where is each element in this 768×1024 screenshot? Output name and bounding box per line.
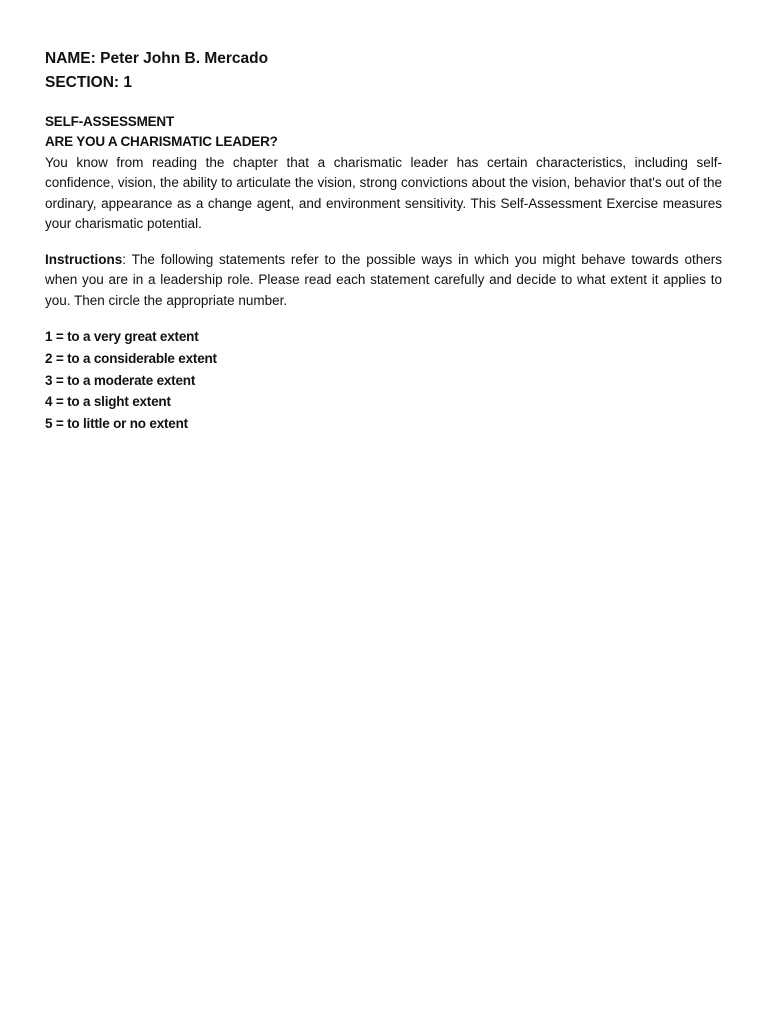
student-name: NAME: Peter John B. Mercado bbox=[45, 50, 269, 67]
title-block bbox=[45, 112, 722, 152]
scale-item-5: 5 = to little or no extent bbox=[45, 416, 188, 432]
assessment-title: ARE YOU A CHARISMATIC LEADER? bbox=[45, 134, 278, 149]
instructions-text: : The following statements refer to the possible ways in which you might behave towards others when you are in a leadership role. Please read each statement carefully and decide to what extent it applies to you. Then circle the appropriate number. bbox=[45, 252, 722, 308]
section-number: SECTION: 1 bbox=[45, 74, 132, 91]
rating-scale bbox=[45, 326, 722, 435]
scale-item-1: 1 = to a very great extent bbox=[45, 329, 199, 345]
instructions-paragraph bbox=[45, 250, 722, 311]
scale-item-3: 3 = to a moderate extent bbox=[45, 372, 196, 388]
intro-paragraph: You know from reading the chapter that a charismatic leader has certain characteristics, including self-confidence, vision, the ability to articulate the vision, strong convictions about the vision, behavior that's out of the ordinary, appearance as a change agent, and environment sensitivity. This Self-Assessment Exercise measures your charismatic potential. bbox=[45, 155, 722, 231]
assessment-kicker: SELF-ASSESSMENT bbox=[45, 114, 175, 129]
scale-item-2: 2 = to a considerable extent bbox=[45, 350, 217, 366]
instructions-label: Instructions bbox=[45, 252, 123, 268]
scale-item-4: 4 = to a slight extent bbox=[45, 394, 171, 410]
